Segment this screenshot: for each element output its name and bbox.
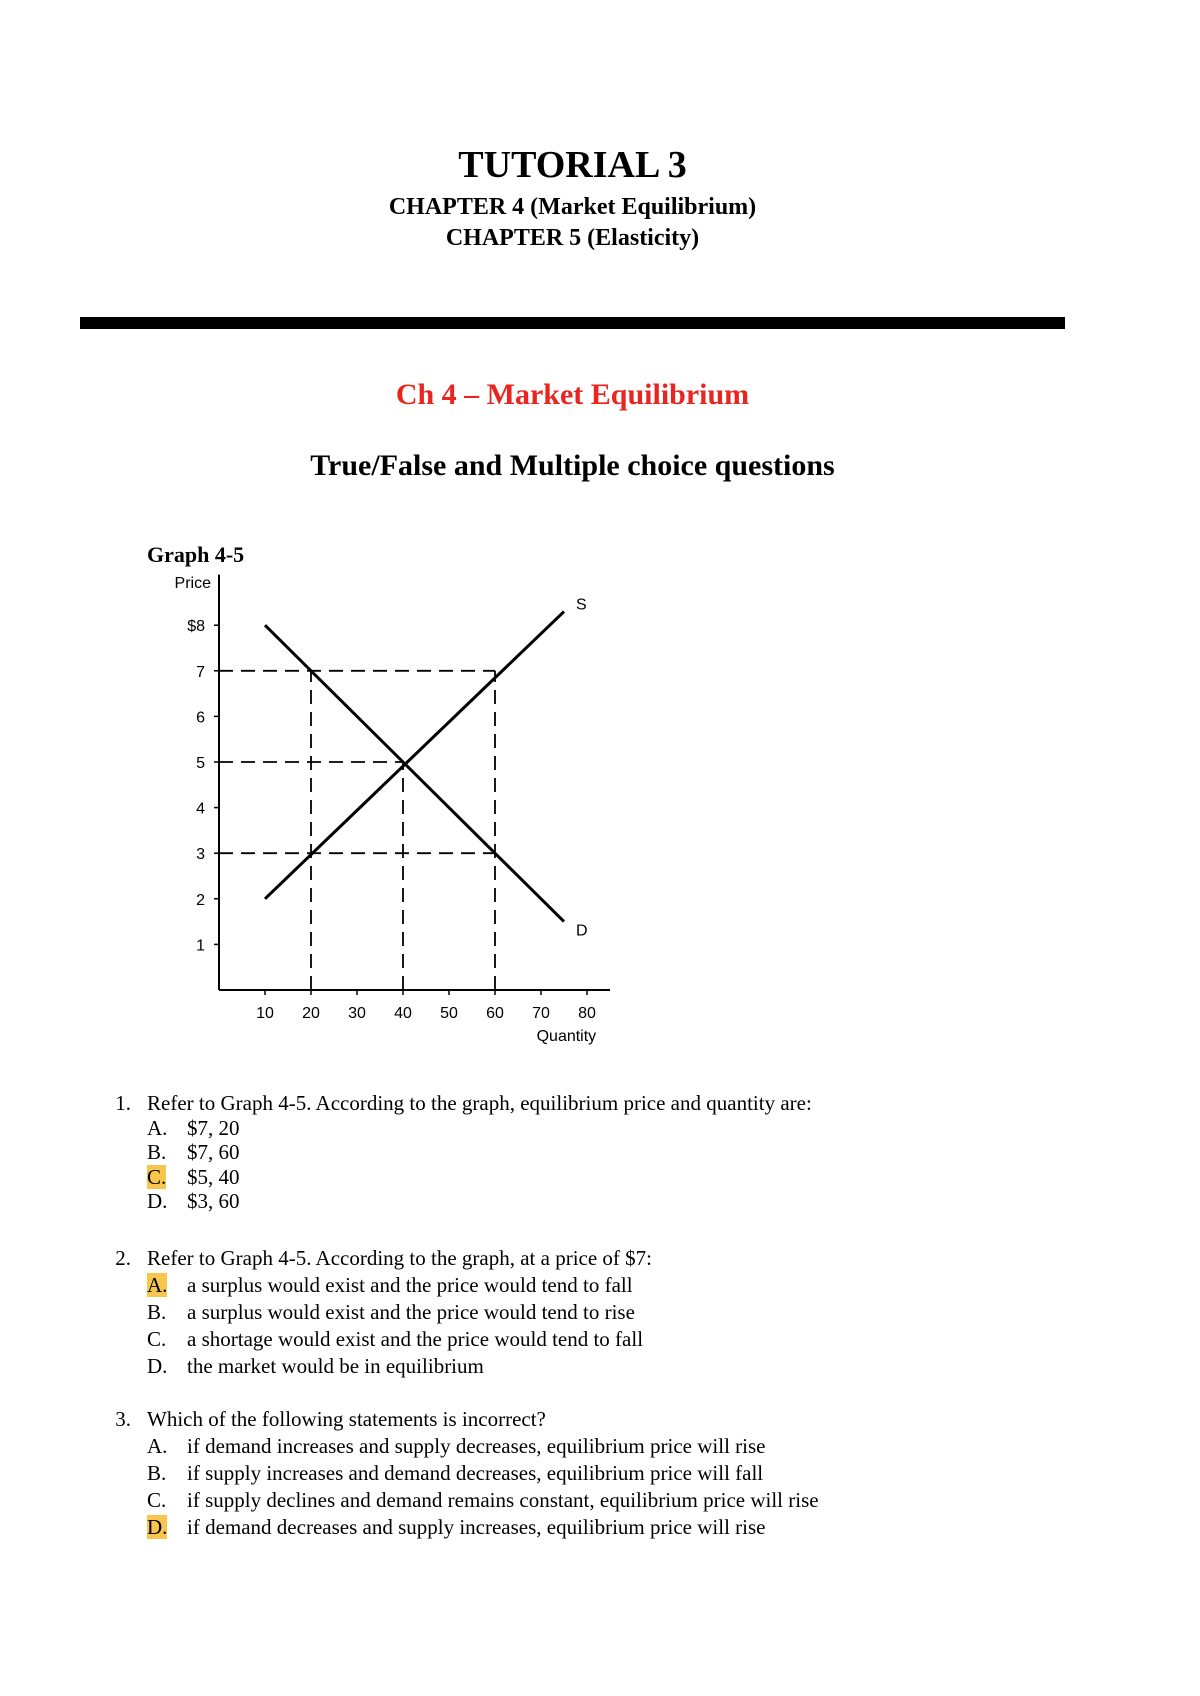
- demand-curve-label: D: [576, 922, 588, 940]
- x-tick-label: 80: [578, 1005, 596, 1022]
- x-axis-label: Quantity: [536, 1028, 597, 1045]
- option-text: if supply declines and demand remains constant, equilibrium price will rise: [187, 1488, 819, 1512]
- answer-option: [147, 1461, 763, 1486]
- option-letter: C.: [147, 1327, 167, 1351]
- option-text: a surplus would exist and the price would tend to rise: [187, 1300, 635, 1324]
- x-tick-label: 50: [440, 1005, 458, 1022]
- supply-demand-chart: [140, 566, 660, 1046]
- option-text: the market would be in equilibrium: [187, 1354, 484, 1378]
- option-letter: A.: [147, 1115, 168, 1140]
- option-text: $7, 60: [187, 1140, 240, 1164]
- supply-curve: [265, 612, 564, 899]
- y-tick-label: 5: [196, 755, 205, 772]
- question-number: 1.: [115, 1091, 131, 1115]
- answer-option: [147, 1189, 240, 1214]
- answer-option: [147, 1488, 819, 1513]
- answer-highlight: C.: [147, 1164, 167, 1189]
- y-tick-label: 3: [196, 846, 205, 864]
- chapter-5-heading: CHAPTER 5 (Elasticity): [445, 225, 700, 251]
- y-axis-label: Price: [174, 575, 211, 592]
- answer-highlight: A.: [147, 1273, 168, 1297]
- answer-option: [147, 1140, 240, 1165]
- question-number: 3.: [115, 1407, 131, 1431]
- question-text: Refer to Graph 4-5. According to the graph, at a price of $7:: [147, 1246, 652, 1270]
- x-tick-label: 60: [486, 1005, 504, 1022]
- option-text: if demand increases and supply decreases, equilibrium price will rise: [187, 1434, 766, 1458]
- question-number: 2.: [115, 1246, 131, 1270]
- x-tick-label: 10: [256, 1005, 274, 1022]
- option-letter: B.: [147, 1300, 167, 1324]
- answer-option: [147, 1434, 765, 1459]
- option-letter: C.: [147, 1488, 167, 1512]
- option-text: if supply increases and demand decreases, equilibrium price will fall: [187, 1461, 764, 1485]
- answer-option: [147, 1300, 635, 1325]
- question-text: Refer to Graph 4-5. According to the graph, equilibrium price and quantity are:: [147, 1091, 812, 1115]
- option-text: a surplus would exist and the price would tend to fall: [187, 1273, 633, 1297]
- y-tick-label: 7: [196, 663, 205, 681]
- y-tick-label: 4: [196, 800, 205, 818]
- question-text: Which of the following statements is incorrect?: [147, 1407, 546, 1431]
- section-subtitle: True/False and Multiple choice questions: [310, 449, 835, 482]
- answer-option: [147, 1165, 240, 1190]
- option-letter: D.: [147, 1354, 168, 1378]
- divider-rule: [80, 317, 1065, 329]
- answer-option: [147, 1273, 633, 1298]
- option-letter: B.: [147, 1461, 167, 1485]
- document-title: TUTORIAL 3: [458, 144, 687, 186]
- x-tick-label: 30: [348, 1005, 366, 1022]
- y-tick-label: 1: [196, 937, 205, 955]
- option-letter: B.: [147, 1140, 167, 1164]
- x-tick-label: 70: [532, 1005, 550, 1022]
- answer-option: [147, 1515, 765, 1540]
- answer-option: [147, 1116, 240, 1141]
- supply-curve-label: S: [576, 596, 587, 614]
- answer-option: [147, 1327, 643, 1352]
- option-letter: D.: [147, 1189, 168, 1213]
- chapter-4-heading: CHAPTER 4 (Market Equilibrium): [388, 194, 757, 220]
- option-text: a shortage would exist and the price would tend to fall: [187, 1327, 644, 1351]
- option-text: $7, 20: [187, 1115, 240, 1140]
- x-tick-label: 20: [302, 1005, 320, 1022]
- section-title: Ch 4 – Market Equilibrium: [395, 378, 750, 411]
- option-text: if demand decreases and supply increases, equilibrium price will rise: [187, 1515, 766, 1539]
- x-tick-label: 40: [394, 1005, 412, 1022]
- demand-curve: [265, 625, 564, 921]
- y-tick-label: $8: [187, 618, 205, 636]
- option-letter: A.: [147, 1434, 168, 1458]
- graph-title: Graph 4-5: [147, 542, 245, 567]
- answer-option: [147, 1354, 484, 1379]
- y-tick-label: 2: [196, 891, 205, 909]
- option-text: $5, 40: [187, 1164, 240, 1189]
- y-tick-label: 6: [196, 709, 205, 727]
- answer-highlight: D.: [147, 1515, 168, 1539]
- option-text: $3, 60: [187, 1189, 240, 1213]
